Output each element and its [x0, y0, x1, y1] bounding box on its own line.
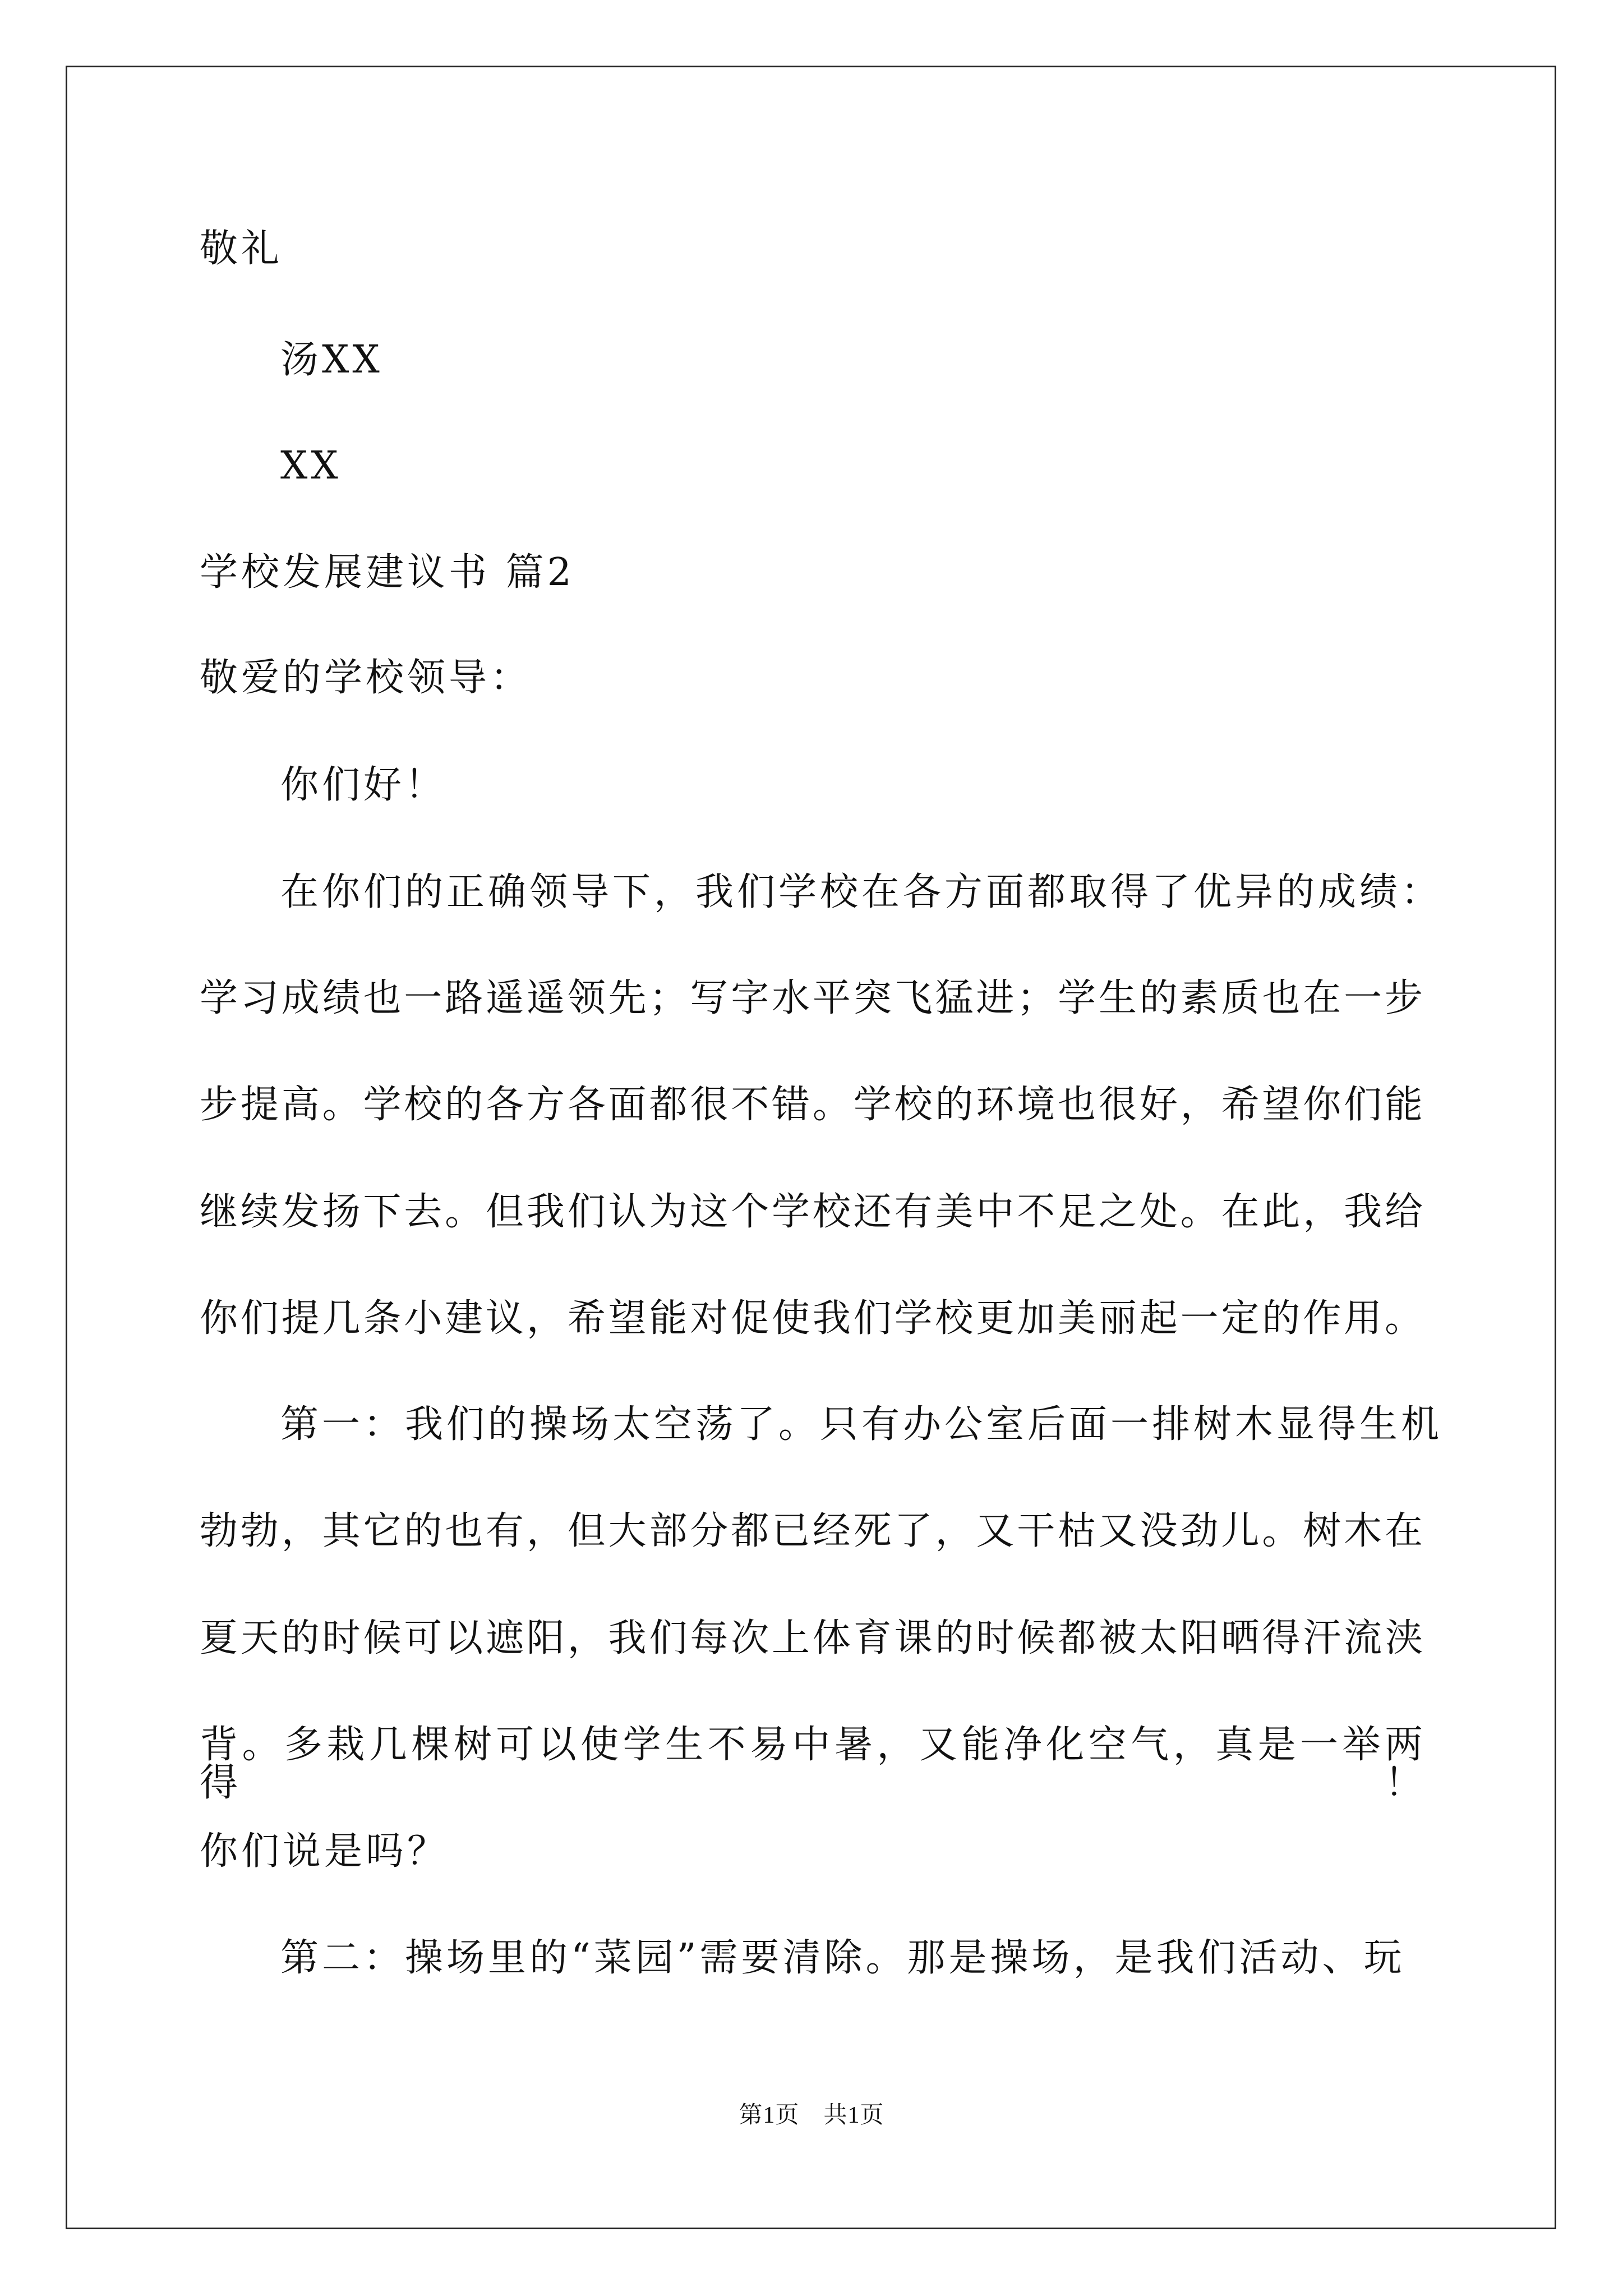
page-number-footer: 第1页 共1页 — [739, 2102, 884, 2128]
body-line: 在你们的正确领导下，我们学校在各方面都取得了优异的成绩： — [280, 870, 1443, 914]
body-line: 继续发扬下去。但我们认为这个学校还有美中不足之处。在此，我给 — [200, 1190, 1425, 1234]
section-title: 学校发展建议书 篇2 — [200, 550, 575, 595]
body-line: 勃勃，其它的也有，但大部分都已经死了，又干枯又没劲儿。树木在 — [200, 1509, 1425, 1553]
body-line: 你们提几条小建议，希望能对促使我们学校更加美丽起一定的作用。 — [200, 1296, 1425, 1341]
body-line: 第一：我们的操场太空荡了。只有办公室后面一排树木显得生机 — [280, 1402, 1443, 1447]
signature-date: XX — [280, 444, 342, 488]
page-border — [66, 66, 1556, 2229]
body-line: 第二：操场里的“菜园”需要清除。那是操场，是我们活动、玩 — [280, 1936, 1405, 1980]
body-line: 学习成绩也一路遥遥领先；写字水平突飞猛进；学生的素质也在一步 — [200, 976, 1425, 1020]
letter-hello: 你们好！ — [280, 763, 447, 807]
closing-salute: 敬礼 — [200, 227, 283, 271]
signature-name: 汤XX — [280, 338, 383, 382]
body-line: 你们说是吗？ — [200, 1829, 449, 1874]
body-line: 步提高。学校的各方各面都很不错。学校的环境也很好，希望你们能 — [200, 1083, 1425, 1127]
body-line: 夏天的时候可以遮阳，我们每次上体育课的时候都被太阳晒得汗流浃 — [200, 1616, 1425, 1660]
letter-greeting: 敬爱的学校领导： — [200, 656, 532, 700]
body-line: 背。多栽几棵树可以使学生不易中暑，又能净化空气，真是一举两得！ — [200, 1723, 1425, 1805]
